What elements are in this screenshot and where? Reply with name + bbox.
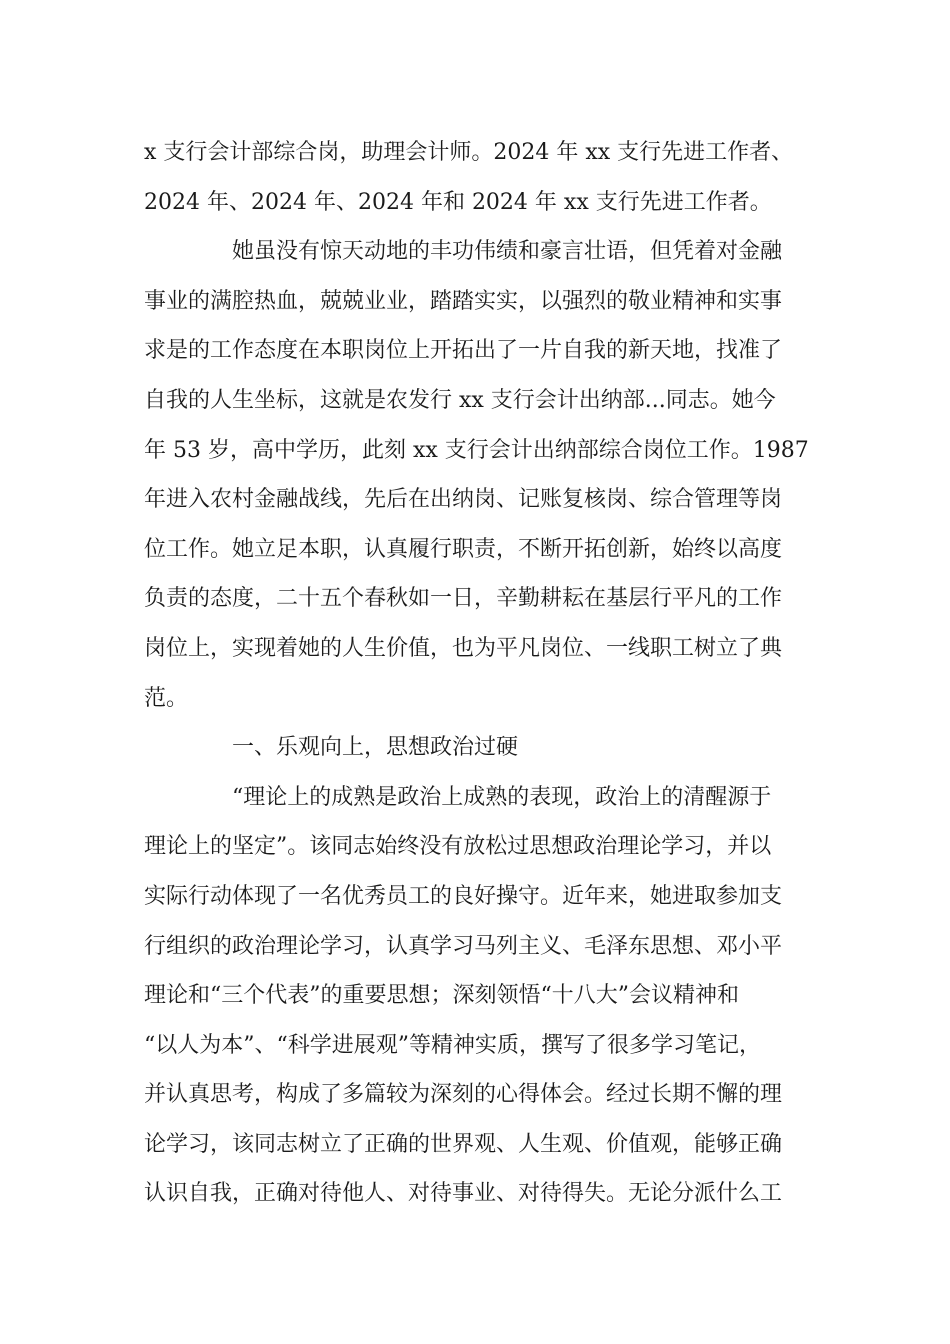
paragraph-line: 位工作。她立足本职，认真履行职责，不断开拓创新，始终以高度 xyxy=(144,536,783,562)
paragraph-line: “理论上的成熟是政治上成熟的表现，政治上的清醒源于 xyxy=(232,784,772,810)
paragraph-line: x 支行会计部综合岗，助理会计师。2024 年 xx 支行先进工作者、 xyxy=(144,140,794,165)
document-body xyxy=(144,128,824,1219)
paragraph-line: 事业的满腔热血，兢兢业业，踏踏实实，以强烈的敬业精神和实事 xyxy=(144,288,783,314)
paragraph-line: 2024 年、2024 年、2024 年和 2024 年 xx 支行先进工作者。 xyxy=(144,189,772,215)
paragraph-line: 理论上的坚定”。该同志始终没有放松过思想政治理论学习，并以 xyxy=(144,834,772,860)
paragraph-line: 认识自我，正确对待他人、对待事业、对待得失。无论分派什么工 xyxy=(144,1181,783,1207)
paragraph-line: 实际行动体现了一名优秀员工的良好操守。近年来，她进取参加支 xyxy=(144,883,783,909)
paragraph-line: 年 53 岁，高中学历，此刻 xx 支行会计出纳部综合岗位工作。1987 xyxy=(144,437,809,463)
paragraph-line: 年进入农村金融战线，先后在出纳岗、记账复核岗、综合管理等岗 xyxy=(144,487,783,513)
paragraph-line: 自我的人生坐标，这就是农发行 xx 支行会计出纳部...同志。她今 xyxy=(144,387,776,413)
paragraph-line: 范。 xyxy=(144,685,189,711)
paragraph-line: 并认真思考，构成了多篇较为深刻的心得体会。经过长期不懈的理 xyxy=(144,1082,783,1108)
paragraph-line: 负责的态度，二十五个春秋如一日，辛勤耕耘在基层行平凡的工作 xyxy=(144,586,783,612)
paragraph-line: 岗位上，实现着她的人生价值，也为平凡岗位、一线职工树立了典 xyxy=(144,635,783,661)
paragraph-line: 求是的工作态度在本职岗位上开拓出了一片自我的新天地，找准了 xyxy=(144,338,783,364)
paragraph-line: 理论和“三个代表”的重要思想；深刻领悟“十八大”会议精神和 xyxy=(144,983,739,1009)
paragraph-line: 她虽没有惊天动地的丰功伟绩和豪言壮语，但凭着对金融 xyxy=(232,239,783,265)
section-heading: 一、乐观向上，思想政治过硬 xyxy=(232,735,519,761)
paragraph-line: 论学习，该同志树立了正确的世界观、人生观、价值观，能够正确 xyxy=(144,1131,783,1157)
paragraph-line: “以人为本”、“科学进展观”等精神实质，撰写了很多学习笔记， xyxy=(144,1032,761,1058)
paragraph-line: 行组织的政治理论学习，认真学习马列主义、毛泽东思想、邓小平 xyxy=(144,933,783,959)
